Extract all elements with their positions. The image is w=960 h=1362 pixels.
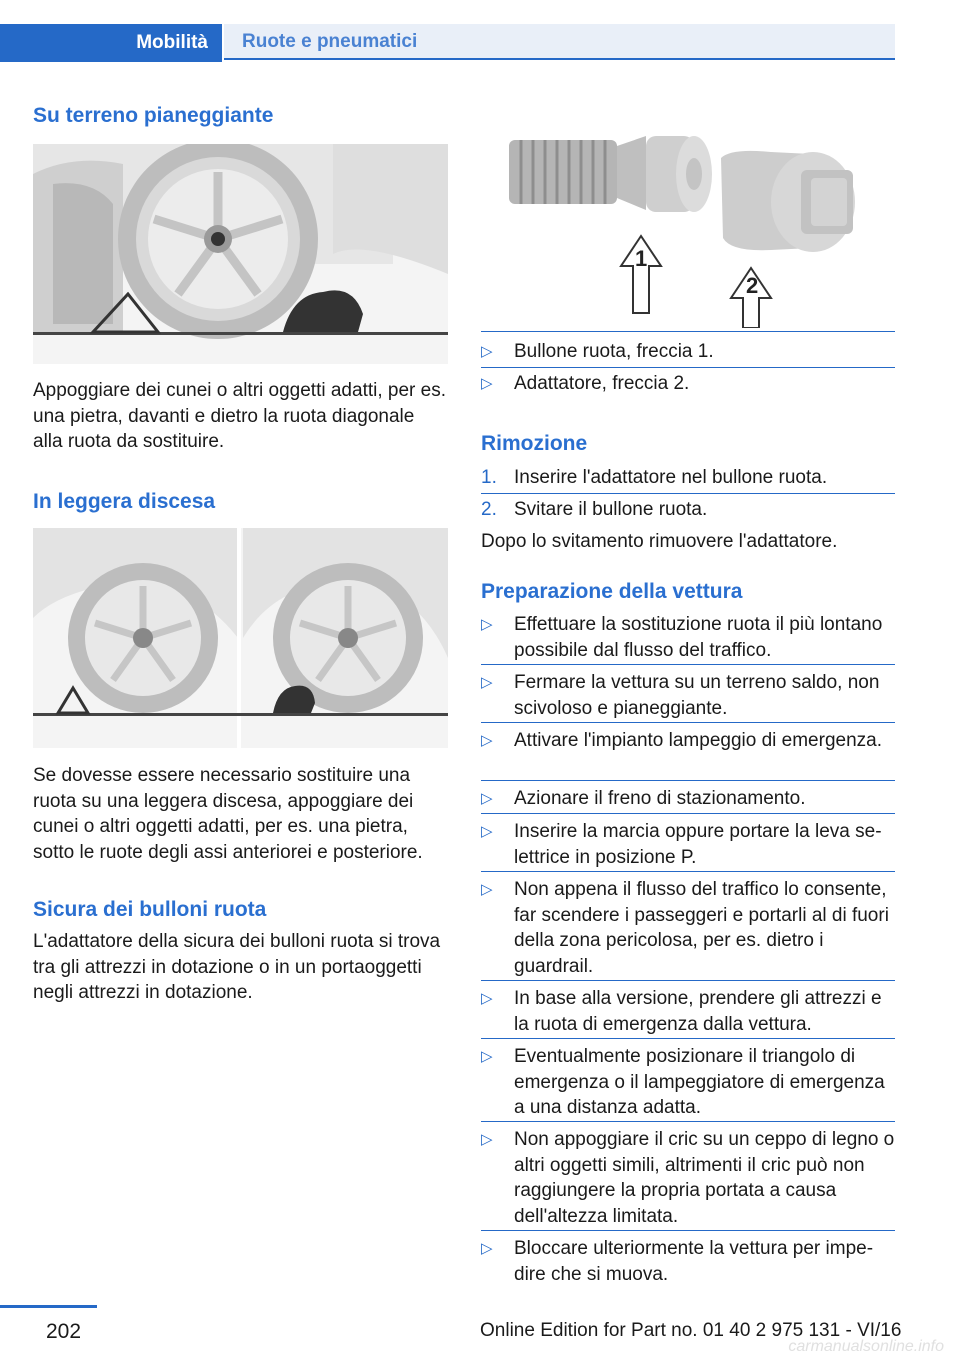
list-item-text: Inserire la marcia oppure portare la leva selettrice in posizione P. bbox=[514, 821, 882, 868]
chapter-tab: Ruote e pneumatici bbox=[224, 24, 895, 60]
list-item-text: Eventualmente posizionare il triangolo di emergenza o il lampeggiatore di emergenza a una distanza adatta. bbox=[514, 1046, 885, 1118]
parts-list bbox=[481, 339, 895, 403]
list-item bbox=[481, 497, 895, 529]
triangle-marker-icon: ▷ bbox=[481, 674, 493, 691]
separator bbox=[481, 1230, 895, 1231]
footer-rule bbox=[0, 1305, 97, 1308]
list-item bbox=[481, 1127, 895, 1236]
triangle-marker-icon: ▷ bbox=[481, 881, 493, 898]
page-number: 202 bbox=[46, 1320, 82, 1343]
heading-preparation: Preparazione della vettura bbox=[481, 580, 743, 603]
watermark: carmanualsonline.info bbox=[788, 1338, 944, 1355]
list-item bbox=[481, 728, 895, 786]
triangle-marker-icon: ▷ bbox=[481, 1131, 493, 1148]
list-item bbox=[481, 670, 895, 728]
list-item-text: Fermare la vettura su un terreno saldo, non scivoloso e pianeggiante. bbox=[514, 672, 880, 719]
list-item bbox=[481, 1044, 895, 1127]
step-number: 1. bbox=[481, 467, 497, 488]
heading-wheel-lock: Sicura dei bulloni ruota bbox=[33, 898, 267, 921]
figure-flat-ground bbox=[33, 144, 448, 364]
list-item-text: Non appena il flusso del traffico lo consente, far scendere i passeggeri e portarli al di fuori della zona pericolosa, per es. dietro i guardrail. bbox=[514, 879, 889, 977]
separator bbox=[481, 1121, 895, 1122]
paragraph-slope: Se dovesse essere necessario sostituire una ruota su una leggera discesa, appoggiare dei cunei o altri oggetti adatti, per es. una pietra, sotto le ruote degli assi anteriorei e posteriore. bbox=[33, 765, 423, 863]
list-item-text: Azionare il freno di stazionamento. bbox=[514, 788, 806, 809]
list-item-text: Effettuare la sostituzione ruota il più lontano possibile dal flusso del traffico. bbox=[514, 614, 883, 661]
list-item bbox=[481, 786, 895, 819]
triangle-marker-icon: ▷ bbox=[481, 732, 493, 749]
list-item bbox=[481, 371, 895, 403]
list-item-text: Bullone ruota, freccia 1. bbox=[514, 341, 714, 362]
list-item-text: Attivare l'impianto lampeggio di emergenza. bbox=[514, 730, 882, 751]
separator bbox=[481, 813, 895, 814]
heading-slope: In leggera discesa bbox=[33, 490, 216, 513]
arrow-2-label: 2 bbox=[746, 273, 759, 298]
list-item-text: Adattatore, freccia 2. bbox=[514, 373, 690, 394]
triangle-marker-icon: ▷ bbox=[481, 823, 493, 840]
paragraph-wheel-lock: L'adattatore della sicura dei bulloni ruota si trova tra gli attrezzi in dotazione o in un portaoggetti negli attrezzi in dotazione. bbox=[33, 931, 441, 1003]
triangle-marker-icon: ▷ bbox=[481, 343, 493, 360]
arrow-1-label: 1 bbox=[635, 246, 648, 271]
separator bbox=[481, 780, 895, 781]
bolt-adapter-illustration bbox=[481, 118, 895, 328]
heading-flat-ground: Su terreno pianeggiante bbox=[33, 104, 274, 127]
triangle-marker-icon: ▷ bbox=[481, 1240, 493, 1257]
separator bbox=[481, 331, 895, 332]
section-tab: Mobilità bbox=[0, 24, 222, 62]
paragraph-flat-ground: Appoggiare dei cunei o altri oggetti adatti, per es. una pietra, davanti e dietro la ruota diagonale alla ruota da sostituire. bbox=[33, 380, 446, 452]
triangle-marker-icon: ▷ bbox=[481, 790, 493, 807]
list-item-text: Svitare il bullone ruota. bbox=[514, 499, 708, 520]
triangle-marker-icon: ▷ bbox=[481, 1048, 493, 1065]
list-item bbox=[481, 819, 895, 877]
removal-steps bbox=[481, 465, 895, 529]
triangle-marker-icon: ▷ bbox=[481, 990, 493, 1007]
edition-text: Online Edition for Part no. 01 40 2 975 131 - VI/16 bbox=[480, 1320, 902, 1341]
separator bbox=[481, 980, 895, 981]
separator bbox=[481, 493, 895, 494]
separator bbox=[481, 1038, 895, 1039]
separator bbox=[481, 722, 895, 723]
car-wheels-slope-illustration bbox=[33, 528, 448, 748]
list-item bbox=[481, 877, 895, 986]
list-item-text: Bloccare ulteriormente la vettura per impedire che si muova. bbox=[514, 1238, 874, 1285]
page-header bbox=[0, 24, 895, 62]
list-item-text: In base alla versione, prendere gli attrezzi e la ruota di emergenza dalla vettura. bbox=[514, 988, 882, 1035]
step-number: 2. bbox=[481, 499, 497, 520]
separator bbox=[481, 367, 895, 368]
paragraph-after-removal: Dopo lo svitamento rimuovere l'adattatore. bbox=[481, 531, 838, 552]
heading-removal: Rimozione bbox=[481, 432, 588, 455]
list-item-text: Inserire l'adattatore nel bullone ruota. bbox=[514, 467, 828, 488]
triangle-marker-icon: ▷ bbox=[481, 616, 493, 633]
triangle-marker-icon: ▷ bbox=[481, 375, 493, 392]
preparation-list bbox=[481, 612, 895, 1294]
list-item bbox=[481, 612, 895, 670]
figure-bolt-adapter bbox=[481, 118, 895, 328]
list-item-text: Non appoggiare il cric su un ceppo di legno o altri oggetti simili, altrimenti il cric può non raggiungere la propria portata a causa dell'altezza limitata. bbox=[514, 1129, 895, 1227]
list-item bbox=[481, 986, 895, 1044]
separator bbox=[481, 664, 895, 665]
separator bbox=[481, 871, 895, 872]
list-item bbox=[481, 1236, 895, 1294]
car-wheel-flat-illustration bbox=[33, 144, 448, 364]
figure-slope bbox=[33, 528, 448, 748]
